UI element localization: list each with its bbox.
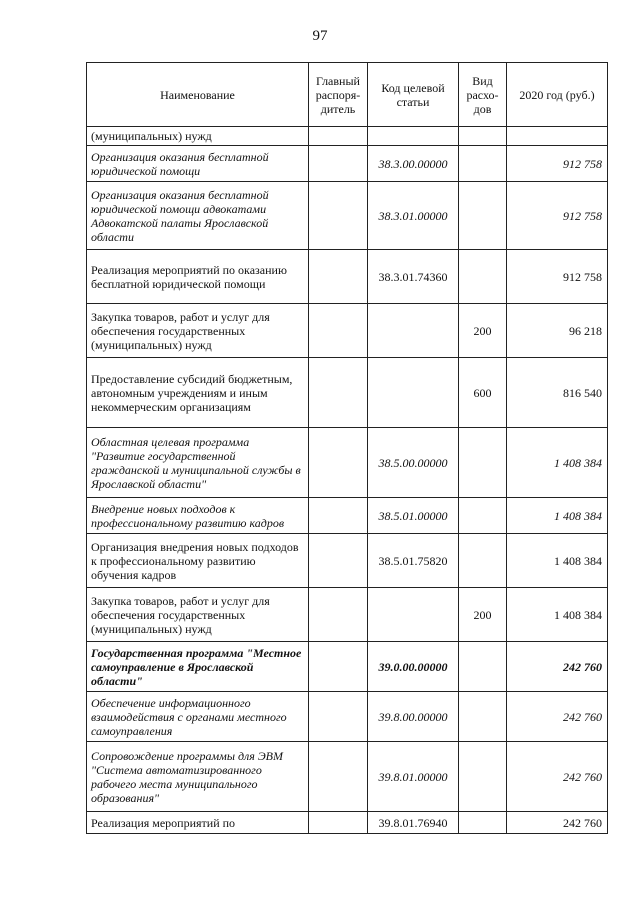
row-sum-cell: 912 758 xyxy=(507,250,608,304)
row-grbs-cell xyxy=(309,742,368,812)
header-name: Наименование xyxy=(87,63,309,127)
header-code: Код целевой статьи xyxy=(368,63,459,127)
row-vid-cell xyxy=(459,428,507,498)
row-code-cell: 38.3.01.74360 xyxy=(368,250,459,304)
table-row xyxy=(87,127,608,146)
row-grbs-cell xyxy=(309,428,368,498)
row-code-cell: 39.0.00.00000 xyxy=(368,642,459,692)
row-code-cell xyxy=(368,358,459,428)
row-vid-cell xyxy=(459,250,507,304)
row-name-cell: Реализация мероприятий по оказанию бесплатной юридической помощи xyxy=(87,250,309,304)
table-row xyxy=(87,428,608,498)
row-grbs-cell xyxy=(309,304,368,358)
row-sum-cell: 912 758 xyxy=(507,146,608,182)
row-grbs-cell xyxy=(309,358,368,428)
row-sum-cell: 1 408 384 xyxy=(507,588,608,642)
row-code-cell xyxy=(368,304,459,358)
row-code-cell xyxy=(368,127,459,146)
table-row xyxy=(87,182,608,250)
header-sum: 2020 год (руб.) xyxy=(507,63,608,127)
row-name-cell: Организация оказания бесплатной юридической помощи xyxy=(87,146,309,182)
table-row xyxy=(87,304,608,358)
row-name-cell: Реализация мероприятий по xyxy=(87,812,309,834)
row-name-cell: (муниципальных) нужд xyxy=(87,127,309,146)
row-code-cell: 38.5.01.75820 xyxy=(368,534,459,588)
row-vid-cell xyxy=(459,534,507,588)
table-row xyxy=(87,642,608,692)
row-sum-cell: 1 408 384 xyxy=(507,428,608,498)
row-grbs-cell xyxy=(309,642,368,692)
row-name-cell: Организация оказания бесплатной юридической помощи адвокатами Адвокатской палаты Ярославской области xyxy=(87,182,309,250)
row-vid-cell xyxy=(459,146,507,182)
row-grbs-cell xyxy=(309,127,368,146)
row-grbs-cell xyxy=(309,498,368,534)
row-vid-cell xyxy=(459,742,507,812)
row-name-cell: Государственная программа "Местное самоуправление в Ярославской области" xyxy=(87,642,309,692)
row-sum-cell xyxy=(507,127,608,146)
row-vid-cell xyxy=(459,642,507,692)
row-vid-cell: 600 xyxy=(459,358,507,428)
row-name-cell: Организация внедрения новых подходов к профессиональному развитию обучения кадров xyxy=(87,534,309,588)
row-code-cell: 38.5.01.00000 xyxy=(368,498,459,534)
row-code-cell: 39.8.01.76940 xyxy=(368,812,459,834)
table-row xyxy=(87,692,608,742)
row-vid-cell xyxy=(459,182,507,250)
row-grbs-cell xyxy=(309,588,368,642)
row-sum-cell: 1 408 384 xyxy=(507,498,608,534)
row-code-cell: 39.8.01.00000 xyxy=(368,742,459,812)
row-code-cell: 38.5.00.00000 xyxy=(368,428,459,498)
table-header-row xyxy=(87,63,608,127)
row-sum-cell: 816 540 xyxy=(507,358,608,428)
row-sum-cell: 242 760 xyxy=(507,742,608,812)
row-vid-cell xyxy=(459,692,507,742)
table-row xyxy=(87,250,608,304)
row-name-cell: Предоставление субсидий бюджетным, автономным учреждениям и иным некоммерческим организациям xyxy=(87,358,309,428)
row-sum-cell: 242 760 xyxy=(507,692,608,742)
row-vid-cell: 200 xyxy=(459,304,507,358)
row-vid-cell xyxy=(459,498,507,534)
table-row xyxy=(87,358,608,428)
row-vid-cell xyxy=(459,127,507,146)
budget-table xyxy=(86,62,608,834)
row-grbs-cell xyxy=(309,250,368,304)
row-grbs-cell xyxy=(309,182,368,250)
row-sum-cell: 242 760 xyxy=(507,812,608,834)
row-code-cell xyxy=(368,588,459,642)
row-sum-cell: 242 760 xyxy=(507,642,608,692)
row-name-cell: Закупка товаров, работ и услуг для обеспечения государственных (муниципальных) нужд xyxy=(87,588,309,642)
table-row xyxy=(87,742,608,812)
row-grbs-cell xyxy=(309,812,368,834)
row-name-cell: Областная целевая программа "Развитие государственной гражданской и муниципальной службы в Ярославской области" xyxy=(87,428,309,498)
table-body xyxy=(87,127,608,834)
page-number: 97 xyxy=(312,28,328,44)
row-sum-cell: 1 408 384 xyxy=(507,534,608,588)
row-grbs-cell xyxy=(309,692,368,742)
table-row xyxy=(87,812,608,834)
row-sum-cell: 96 218 xyxy=(507,304,608,358)
header-vid: Вид расхо-дов xyxy=(459,63,507,127)
table-row xyxy=(87,588,608,642)
row-name-cell: Обеспечение информационного взаимодействия с органами местного самоуправления xyxy=(87,692,309,742)
table-row xyxy=(87,498,608,534)
row-code-cell: 38.3.01.00000 xyxy=(368,182,459,250)
row-name-cell: Внедрение новых подходов к профессиональному развитию кадров xyxy=(87,498,309,534)
row-vid-cell xyxy=(459,812,507,834)
row-name-cell: Сопровождение программы для ЭВМ "Система автоматизированного рабочего места муниципального образования" xyxy=(87,742,309,812)
row-code-cell: 38.3.00.00000 xyxy=(368,146,459,182)
row-sum-cell: 912 758 xyxy=(507,182,608,250)
row-code-cell: 39.8.00.00000 xyxy=(368,692,459,742)
row-grbs-cell xyxy=(309,146,368,182)
table-row xyxy=(87,146,608,182)
row-vid-cell: 200 xyxy=(459,588,507,642)
table-row xyxy=(87,534,608,588)
row-grbs-cell xyxy=(309,534,368,588)
header-grbs: Главный распоря-дитель xyxy=(309,63,368,127)
row-name-cell: Закупка товаров, работ и услуг для обеспечения государственных (муниципальных) нужд xyxy=(87,304,309,358)
